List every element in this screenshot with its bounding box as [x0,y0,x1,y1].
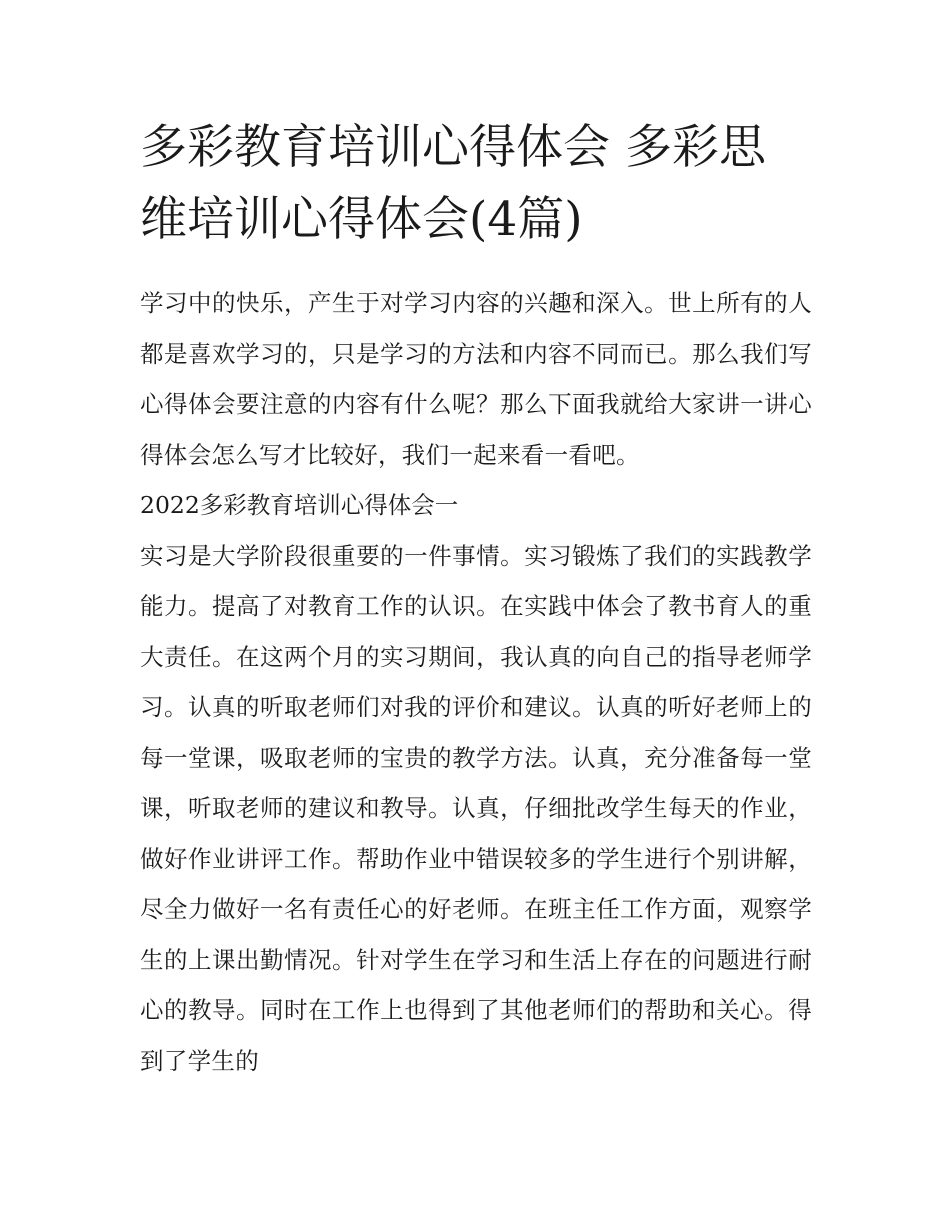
document-title: 多彩教育培训心得体会 多彩思维培训心得体会(4篇) [140,120,766,247]
section-heading: 2022多彩教育培训心得体会一 [140,491,459,519]
document-page [140,112,812,1086]
intro-paragraph: 学习中的快乐，产生于对学习内容的兴趣和深入。世上所有的人都是喜欢学习的，只是学习的方法和内容不同而已。那么我们写心得体会要注意的内容有什么呢？那么下面我就给大家讲一讲心得体会怎么写才比较好，我们一起来看一看吧。 [140,289,812,469]
section-body-paragraph: 实习是大学阶段很重要的一件事情。实习锻炼了我们的实践教学能力。提高了对教育工作的认识。在实践中体会了教书育人的重大责任。在这两个月的实习期间，我认真的向自己的指导老师学习。认真的听取老师们对我的评价和建议。认真的听好老师上的每一堂课，吸取老师的宝贵的教学方法。认真，充分准备每一堂课，听取老师的建议和教导。认真，仔细批改学生每天的作业，做好作业讲评工作。帮助作业中错误较多的学生进行个别讲解，尽全力做好一名有责任心的好老师。在班主任工作方面，观察学生的上课出勤情况。针对学生在学习和生活上存在的问题进行耐心的教导。同时在工作上也得到了其他老师们的帮助和关心。得到了学生的 [140,541,812,1075]
